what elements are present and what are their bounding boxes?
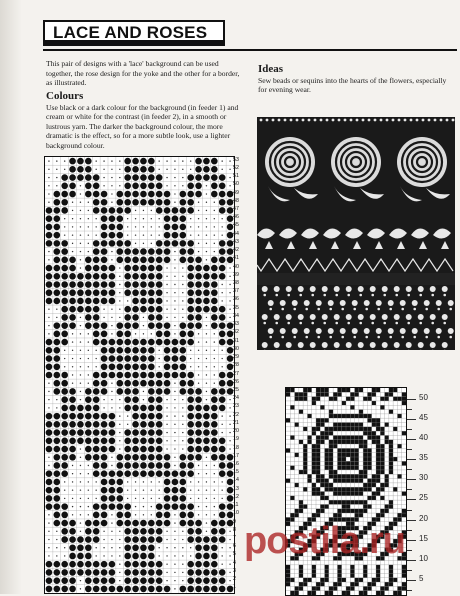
row-number: 53 xyxy=(233,157,251,164)
row-number: 31 xyxy=(233,338,251,345)
row-number: 36 xyxy=(233,296,251,303)
watermark: postila.ru xyxy=(244,520,405,563)
scale-label: 30 xyxy=(419,473,428,482)
knitted-roses-image xyxy=(257,117,455,350)
row-number: 28 xyxy=(233,362,251,369)
title-box xyxy=(43,20,225,46)
row-number: 12 xyxy=(233,494,251,501)
row-number: 51 xyxy=(233,173,251,180)
row-number: 49 xyxy=(233,190,251,197)
row-number: 50 xyxy=(233,181,251,188)
photo-dark-band xyxy=(257,273,455,285)
row-number: 18 xyxy=(233,445,251,452)
scale-tick xyxy=(407,550,412,551)
scale-tick xyxy=(407,540,416,541)
row-number: 45 xyxy=(233,222,251,229)
row-number: 40 xyxy=(233,264,251,271)
row-number: 1 xyxy=(233,584,251,591)
title-rule xyxy=(43,49,457,51)
scale-tick xyxy=(407,530,412,531)
scale-label: 40 xyxy=(419,433,428,442)
row-number: 27 xyxy=(233,371,251,378)
scale-tick xyxy=(407,449,412,450)
row-number: 17 xyxy=(233,453,251,460)
row-number: 34 xyxy=(233,313,251,320)
row-number: 39 xyxy=(233,272,251,279)
scale-label: 35 xyxy=(419,453,428,462)
row-number: 7 xyxy=(233,535,251,542)
scale-label: 45 xyxy=(419,413,428,422)
row-scale xyxy=(407,387,447,594)
row-number: 32 xyxy=(233,329,251,336)
row-number: 11 xyxy=(233,502,251,509)
scale-tick xyxy=(407,409,412,410)
scale-tick xyxy=(407,459,416,460)
scale-tick xyxy=(407,510,412,511)
row-number: 33 xyxy=(233,321,251,328)
row-number: 15 xyxy=(233,469,251,476)
row-number: 2 xyxy=(233,576,251,583)
lace-chart xyxy=(44,156,235,594)
scale-label: 20 xyxy=(419,514,428,523)
row-number: 46 xyxy=(233,214,251,221)
lace-chart-grid xyxy=(45,157,234,593)
scale-label: 5 xyxy=(419,574,423,583)
scale-label: 50 xyxy=(419,393,428,402)
scale-tick xyxy=(407,590,412,591)
scale-tick xyxy=(407,419,416,420)
scale-tick xyxy=(407,429,412,430)
row-number: 43 xyxy=(233,239,251,246)
knitted-sample-photo xyxy=(257,117,455,350)
scale-tick xyxy=(407,399,416,400)
row-number: 26 xyxy=(233,379,251,386)
row-number: 8 xyxy=(233,527,251,534)
row-number: 6 xyxy=(233,543,251,550)
row-number: 37 xyxy=(233,288,251,295)
ideas-heading: Ideas xyxy=(258,63,283,75)
row-number: 10 xyxy=(233,510,251,517)
scale-tick xyxy=(407,570,412,571)
scale-tick xyxy=(407,520,416,521)
row-number: 24 xyxy=(233,395,251,402)
row-number: 16 xyxy=(233,461,251,468)
row-number: 3 xyxy=(233,568,251,575)
row-number: 21 xyxy=(233,420,251,427)
scale-label: 10 xyxy=(419,554,428,563)
colours-heading: Colours xyxy=(46,90,83,102)
scale-tick xyxy=(407,580,416,581)
intro-paragraph: This pair of designs with a 'lace' background can be used together, the rose design for the yoke and the other for a border, as illustrated. xyxy=(46,59,242,88)
row-number: 44 xyxy=(233,231,251,238)
row-number: 14 xyxy=(233,477,251,484)
scale-tick xyxy=(407,489,412,490)
row-number: 4 xyxy=(233,560,251,567)
scale-label: 25 xyxy=(419,493,428,502)
scale-tick xyxy=(407,499,416,500)
scale-label: 15 xyxy=(419,534,428,543)
page-title: LACE AND ROSES xyxy=(53,23,207,43)
scale-tick xyxy=(407,439,416,440)
rose-chart xyxy=(285,387,407,596)
row-number: 30 xyxy=(233,346,251,353)
row-number: 13 xyxy=(233,486,251,493)
row-number: 47 xyxy=(233,206,251,213)
colours-paragraph: Use black or a dark colour for the background (in feeder 1) and cream or white for the contrast (in feeder 2), in a smooth or lustrous yarn. The darker the background colour, the more dramatic is the effect, so for a more subtle look, use a lighter background colour. xyxy=(46,103,242,150)
row-number: 25 xyxy=(233,387,251,394)
row-number: 41 xyxy=(233,255,251,262)
page-edge xyxy=(0,0,22,594)
rose-chart-grid xyxy=(286,388,406,595)
row-number: 23 xyxy=(233,403,251,410)
row-number: 38 xyxy=(233,280,251,287)
row-number: 48 xyxy=(233,198,251,205)
ideas-paragraph: Sew beads or sequins into the hearts of the flowers, especially for evening wear. xyxy=(258,76,448,95)
row-number: 35 xyxy=(233,305,251,312)
row-number: 9 xyxy=(233,519,251,526)
scale-tick xyxy=(407,560,416,561)
row-number: 5 xyxy=(233,551,251,558)
row-number: 19 xyxy=(233,436,251,443)
scale-tick xyxy=(407,469,412,470)
lace-chart-gridlines xyxy=(45,157,234,593)
row-number: 52 xyxy=(233,165,251,172)
row-number: 29 xyxy=(233,354,251,361)
scale-tick xyxy=(407,479,416,480)
row-number: 20 xyxy=(233,428,251,435)
row-number: 22 xyxy=(233,412,251,419)
row-number: 42 xyxy=(233,247,251,254)
